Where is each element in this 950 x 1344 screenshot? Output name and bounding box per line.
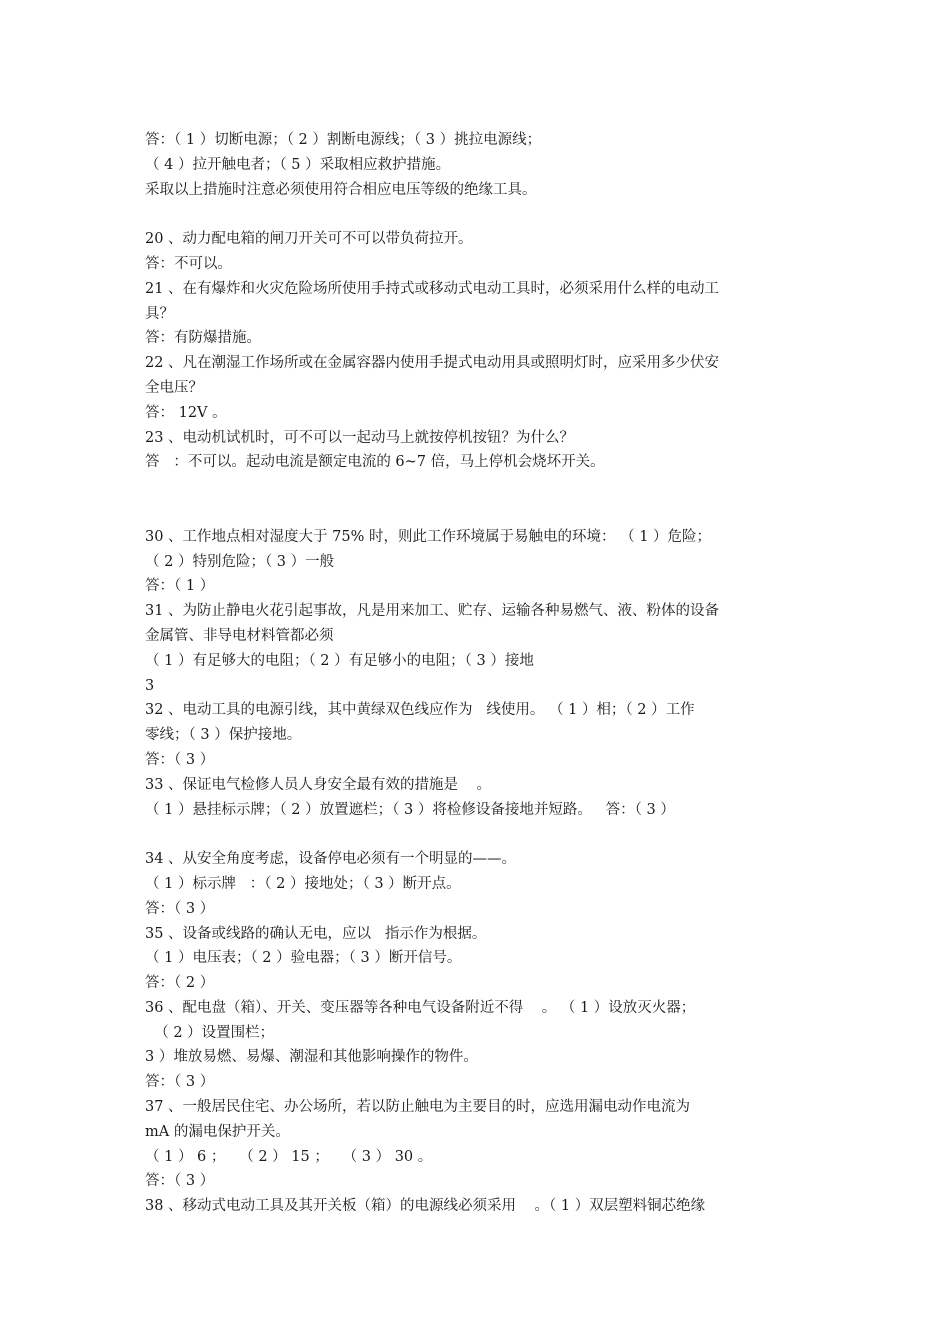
question-30: 30 、工作地点相对湿度大于 75% 时，则此工作环境属于易触电的环境： （ 1 ）危险； [145, 528, 712, 545]
blank-gap [145, 475, 815, 525]
answer-32: 答：（ 3 ） [145, 751, 215, 768]
question-32: 32 、电动工具的电源引线，其中黄绿双色线应作为 线使用。 （ 1 ）相；（ 2 ）工作 [145, 702, 695, 719]
text-line: 答：（ 1 ）切断电源；（ 2 ）割断电源线；（ 3 ）挑拉电源线； [145, 132, 542, 148]
answer-21: 答：有防爆措施。 [145, 330, 261, 347]
question-22: 22 、凡在潮湿工作场所或在金属容器内使用手提式电动用具或照明灯时，应采用多少伏安 [145, 355, 720, 372]
question-block-30-33 [145, 525, 815, 823]
question-21: 21 、在有爆炸和火灾危险场所使用手持式或移动式电动工具时，必须采用什么样的电动工 [145, 280, 720, 297]
question-37: 37 、一般居民住宅、办公场所，若以防止触电为主要目的时，应选用漏电动作电流为 [145, 1099, 691, 1116]
question-31-options: （ 1 ）有足够大的电阻；（ 2 ）有足够小的电阻；（ 3 ）接地 [145, 652, 534, 669]
text-line: 采取以上措施时注意必须使用符合相应电压等级的绝缘工具。 [145, 181, 537, 198]
answer-35: 答：（ 2 ） [145, 975, 215, 992]
answer-20: 答：不可以。 [145, 255, 232, 272]
question-block-20-23 [145, 227, 815, 475]
question-36-option-2: （ 2 ）设置围栏； [145, 1024, 275, 1041]
question-31: 31 、为防止静电火花引起事故，凡是用来加工、贮存、运输各种易燃气、液、粉体的设备 [145, 603, 720, 620]
question-33: 33 、保证电气检修人员人身安全最有效的措施是 。 [145, 776, 491, 793]
text-line: （ 4 ）拉开触电者；（ 5 ）采取相应救护措施。 [145, 156, 451, 173]
question-35: 35 、设备或线路的确认无电，应以 指示作为根据。 [145, 925, 487, 942]
question-31-cont: 金属管、非导电材料管都必须 [145, 627, 334, 644]
blank-line [145, 822, 815, 847]
answer-22: 答： 12V 。 [145, 404, 227, 421]
question-block-34-38 [145, 847, 815, 1219]
question-30-options: （ 2 ）特别危险；（ 3 ）一般 [145, 553, 335, 570]
question-35-options: （ 1 ）电压表；（ 2 ）验电器；（ 3 ）断开信号。 [145, 950, 462, 967]
blank-line [145, 202, 815, 227]
question-37-cont: mA 的漏电保护开关。 [145, 1123, 290, 1140]
question-23: 23 、电动机试机时，可不可以一起动马上就按停机按钮？为什么？ [145, 429, 575, 446]
question-34-options: （ 1 ）标示牌 ：（ 2 ）接地处；（ 3 ）断开点。 [145, 875, 461, 892]
question-21-cont: 具？ [145, 305, 174, 322]
answer-30: 答：（ 1 ） [145, 578, 215, 595]
question-38: 38 、移动式电动工具及其开关板（箱）的电源线必须采用 。（ 1 ）双层塑料铜芯绝缘 [145, 1198, 706, 1215]
question-37-options: （ 1 ） 6 ； （ 2 ） 15 ； （ 3 ） 30 。 [145, 1148, 433, 1165]
question-36-option-3: 3 ）堆放易燃、易爆、潮湿和其他影响操作的物件。 [145, 1049, 478, 1066]
question-22-cont: 全电压？ [145, 379, 203, 396]
question-36: 36 、配电盘（箱）、开关、变压器等各种电气设备附近不得 。 （ 1 ）设放灭火器； [145, 999, 696, 1016]
answer-37: 答：（ 3 ） [145, 1173, 215, 1190]
question-20: 20 、动力配电箱的闸刀开关可不可以带负荷拉开。 [145, 231, 473, 248]
answer-36: 答：（ 3 ） [145, 1074, 215, 1091]
answer-23: 答 ：不可以。起动电流是额定电流的 6~7 倍，马上停机会烧坏开关。 [145, 454, 605, 471]
answer-31: 3 [145, 677, 155, 694]
question-32-cont: 零线；（ 3 ）保护接地。 [145, 727, 302, 744]
answer-34: 答：（ 3 ） [145, 900, 215, 917]
question-33-options: （ 1 ）悬挂标示牌；（ 2 ）放置遮栏；（ 3 ）将检修设备接地并短路。 答：（ 3 ） [145, 801, 675, 818]
document-body [145, 128, 815, 1219]
question-34: 34 、从安全角度考虑，设备停电必须有一个明显的——。 [145, 851, 517, 868]
answer-block-19 [145, 128, 815, 202]
